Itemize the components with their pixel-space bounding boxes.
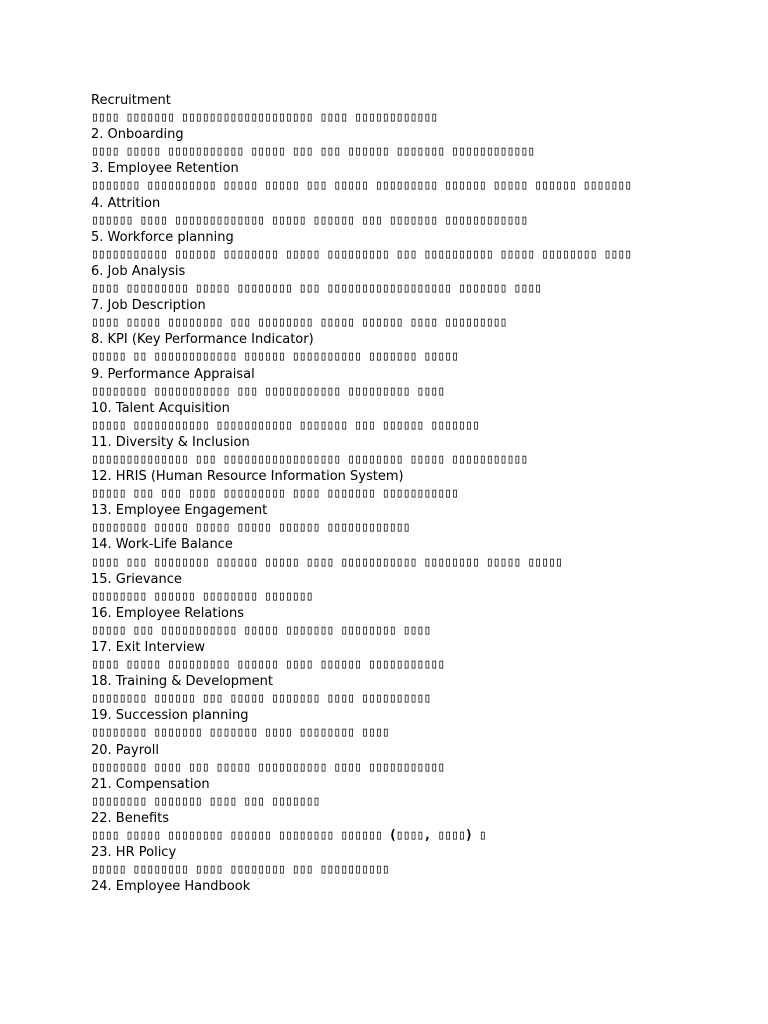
glossary-description: ▯▯▯▯▯▯▯▯ ▯▯▯▯ ▯▯▯ ▯▯▯▯▯ ▯▯▯▯▯▯▯▯▯▯ ▯▯▯▯ ▯▯▯▯▯▯▯▯▯▯▯: [91, 759, 445, 775]
glossary-term: 12. HRIS (Human Resource Information System): [91, 469, 404, 485]
glossary-list: [91, 92, 691, 895]
glossary-description: ▯▯▯▯ ▯▯▯▯▯▯▯ ▯▯▯▯▯▯▯▯▯▯▯▯▯▯▯▯▯▯▯ ▯▯▯▯ ▯▯▯▯▯▯▯▯▯▯▯▯: [91, 110, 438, 126]
glossary-description: ▯▯▯▯▯▯▯▯▯▯▯ ▯▯▯▯▯▯ ▯▯▯▯▯▯▯▯ ▯▯▯▯▯ ▯▯▯▯▯▯▯▯▯ ▯▯▯ ▯▯▯▯▯▯▯▯▯▯ ▯▯▯▯▯ ▯▯▯▯▯▯▯▯ ▯▯▯▯: [91, 246, 632, 262]
hr-glossary-document: [91, 92, 691, 895]
glossary-description: ▯▯▯▯▯▯▯▯ ▯▯▯▯▯ ▯▯▯▯▯ ▯▯▯▯▯ ▯▯▯▯▯▯ ▯▯▯▯▯▯▯▯▯▯▯▯: [91, 520, 410, 536]
glossary-term: 18. Training & Development: [91, 674, 274, 690]
glossary-description: ▯▯▯▯▯▯▯▯▯▯▯▯▯▯ ▯▯▯ ▯▯▯▯▯▯▯▯▯▯▯▯▯▯▯▯▯ ▯▯▯▯▯▯▯▯ ▯▯▯▯▯ ▯▯▯▯▯▯▯▯▯▯▯: [91, 451, 528, 467]
glossary-description: ▯▯▯▯▯▯▯▯ ▯▯▯▯▯▯▯ ▯▯▯▯ ▯▯▯ ▯▯▯▯▯▯▯: [91, 793, 320, 809]
glossary-term: 14. Work-Life Balance: [91, 537, 233, 553]
glossary-term: 8. KPI (Key Performance Indicator): [91, 332, 314, 348]
glossary-description: ▯▯▯▯▯▯▯▯ ▯▯▯▯▯▯▯▯▯▯▯ ▯▯▯ ▯▯▯▯▯▯▯▯▯▯▯ ▯▯▯▯▯▯▯▯▯ ▯▯▯▯: [91, 383, 445, 399]
glossary-description: ▯▯▯▯▯ ▯▯▯ ▯▯▯▯▯▯▯▯▯▯▯ ▯▯▯▯▯ ▯▯▯▯▯▯▯ ▯▯▯▯▯▯▯▯ ▯▯▯▯: [91, 622, 431, 638]
glossary-term: 11. Diversity & Inclusion: [91, 434, 250, 450]
glossary-term: 24. Employee Handbook: [91, 879, 251, 895]
glossary-description: ▯▯▯▯▯ ▯▯ ▯▯▯▯▯▯▯▯▯▯▯▯ ▯▯▯▯▯▯ ▯▯▯▯▯▯▯▯▯▯ ▯▯▯▯▯▯▯ ▯▯▯▯▯: [91, 349, 459, 365]
glossary-term: 23. HR Policy: [91, 845, 177, 861]
glossary-description: ▯▯▯▯▯▯▯▯ ▯▯▯▯▯▯ ▯▯▯ ▯▯▯▯▯ ▯▯▯▯▯▯▯ ▯▯▯▯ ▯▯▯▯▯▯▯▯▯▯: [91, 691, 431, 707]
glossary-description: ▯▯▯▯▯▯▯▯ ▯▯▯▯▯▯ ▯▯▯▯▯▯▯▯ ▯▯▯▯▯▯▯: [91, 588, 313, 604]
glossary-description: ▯▯▯▯ ▯▯▯▯▯ ▯▯▯▯▯▯▯▯▯ ▯▯▯▯▯▯ ▯▯▯▯ ▯▯▯▯▯▯ ▯▯▯▯▯▯▯▯▯▯▯: [91, 657, 445, 673]
glossary-description: ▯▯▯▯ ▯▯▯ ▯▯▯▯▯▯▯▯ ▯▯▯▯▯▯ ▯▯▯▯▯ ▯▯▯▯ ▯▯▯▯▯▯▯▯▯▯▯ ▯▯▯▯▯▯▯▯ ▯▯▯▯▯ ▯▯▯▯▯: [91, 554, 563, 570]
glossary-term: 2. Onboarding: [91, 127, 184, 143]
glossary-term: 19. Succession planning: [91, 708, 249, 724]
glossary-term: 4. Attrition: [91, 195, 161, 211]
glossary-term: 16. Employee Relations: [91, 605, 245, 621]
glossary-description: ▯▯▯▯▯ ▯▯▯ ▯▯▯ ▯▯▯▯ ▯▯▯▯▯▯▯▯▯ ▯▯▯▯ ▯▯▯▯▯▯▯ ▯▯▯▯▯▯▯▯▯▯▯: [91, 486, 459, 502]
glossary-description: ▯▯▯▯ ▯▯▯▯▯ ▯▯▯▯▯▯▯▯ ▯▯▯▯▯▯ ▯▯▯▯▯▯▯▯ ▯▯▯▯▯▯ (▯▯▯▯, ▯▯▯▯) ▯: [91, 828, 486, 844]
glossary-term: 10. Talent Acquisition: [91, 400, 230, 416]
glossary-term: 22. Benefits: [91, 810, 170, 826]
glossary-description: ▯▯▯▯ ▯▯▯▯▯▯▯▯▯ ▯▯▯▯▯ ▯▯▯▯▯▯▯▯ ▯▯▯ ▯▯▯▯▯▯▯▯▯▯▯▯▯▯▯▯▯▯ ▯▯▯▯▯▯▯ ▯▯▯▯: [91, 281, 542, 297]
glossary-term: 3. Employee Retention: [91, 161, 239, 177]
glossary-term: 20. Payroll: [91, 742, 159, 758]
glossary-description: ▯▯▯▯▯▯▯ ▯▯▯▯▯▯▯▯▯▯ ▯▯▯▯▯ ▯▯▯▯▯ ▯▯▯ ▯▯▯▯▯ ▯▯▯▯▯▯▯▯▯ ▯▯▯▯▯▯ ▯▯▯▯▯ ▯▯▯▯▯▯ ▯▯▯▯▯▯▯: [91, 178, 632, 194]
glossary-description: ▯▯▯▯ ▯▯▯▯▯ ▯▯▯▯▯▯▯▯▯▯▯ ▯▯▯▯▯ ▯▯▯ ▯▯▯ ▯▯▯▯▯▯ ▯▯▯▯▯▯▯ ▯▯▯▯▯▯▯▯▯▯▯▯: [91, 144, 535, 160]
glossary-term: 17. Exit Interview: [91, 640, 206, 655]
glossary-description: ▯▯▯▯▯ ▯▯▯▯▯▯▯▯▯▯▯ ▯▯▯▯▯▯▯▯▯▯▯ ▯▯▯▯▯▯▯ ▯▯▯ ▯▯▯▯▯▯ ▯▯▯▯▯▯▯: [91, 417, 479, 433]
glossary-term: 6. Job Analysis: [91, 263, 186, 279]
glossary-description: ▯▯▯▯▯ ▯▯▯▯▯▯▯▯ ▯▯▯▯ ▯▯▯▯▯▯▯▯ ▯▯▯ ▯▯▯▯▯▯▯▯▯▯: [91, 862, 389, 878]
glossary-term: 5. Workforce planning: [91, 229, 234, 245]
glossary-description: ▯▯▯▯▯▯ ▯▯▯▯ ▯▯▯▯▯▯▯▯▯▯▯▯▯ ▯▯▯▯▯ ▯▯▯▯▯▯ ▯▯▯ ▯▯▯▯▯▯▯ ▯▯▯▯▯▯▯▯▯▯▯▯: [91, 212, 528, 228]
glossary-term: 7. Job Description: [91, 298, 206, 314]
glossary-term: 9. Performance Appraisal: [91, 366, 255, 382]
glossary-term: 15. Grievance: [91, 571, 182, 587]
glossary-term: 13. Employee Engagement: [91, 503, 268, 519]
glossary-term: 21. Compensation: [91, 776, 210, 792]
glossary-description: ▯▯▯▯▯▯▯▯ ▯▯▯▯▯▯▯ ▯▯▯▯▯▯▯ ▯▯▯▯ ▯▯▯▯▯▯▯▯ ▯▯▯▯: [91, 725, 389, 741]
glossary-description: ▯▯▯▯ ▯▯▯▯▯ ▯▯▯▯▯▯▯▯ ▯▯▯ ▯▯▯▯▯▯▯▯ ▯▯▯▯▯ ▯▯▯▯▯▯ ▯▯▯▯ ▯▯▯▯▯▯▯▯▯: [91, 315, 507, 331]
glossary-term: Recruitment: [91, 93, 171, 108]
